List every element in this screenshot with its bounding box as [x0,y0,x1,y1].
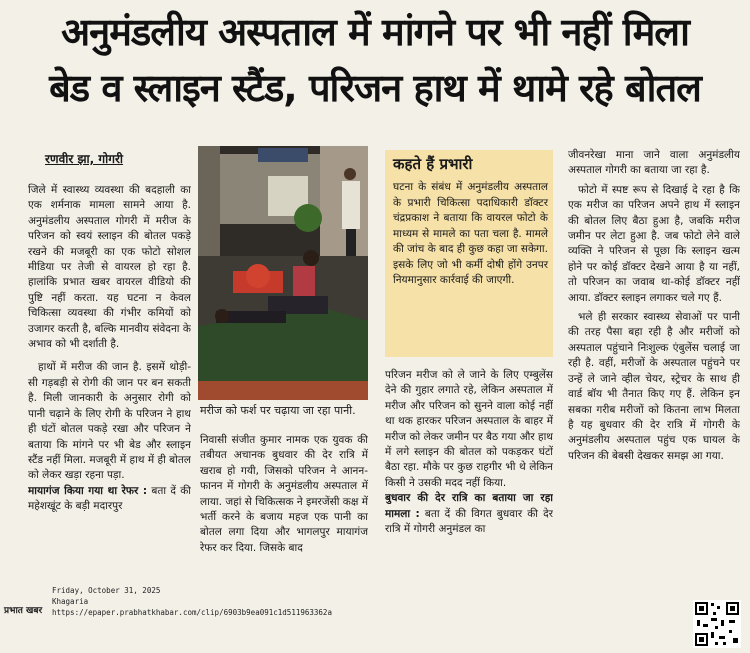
paragraph: जीवनरेखा माना जाने वाला अनुमंडलीय अस्पताल गोगरी का बताया जा रहा है. [568,149,740,177]
clip-date: Friday, October 31, 2025 [52,586,161,595]
article-column-1 [28,183,191,583]
paragraph [28,484,191,515]
article-column-4 [568,148,740,588]
headline-line-2: बेड व स्लाइन स्टैंड, परिजन हाथ में थामे रहे बोतल [49,66,701,110]
subheading: बुधवार की देर रात्रि का बताया जा रहा मामला : [385,492,553,520]
paragraph [385,491,553,537]
photo-caption: मरीज को फर्श पर चढ़ाया जा रहा पानी. [200,404,356,417]
headline-line-1: अनुमंडलीय अस्पताल में मांगने पर भी नहीं मिला [61,10,689,54]
paragraph: फोटो में स्पष्ट रूप से दिखाई दे रहा है कि एक मरीज का परिजन अपने हाथ में स्लाइन की बोतल लिए बैठा हुआ है, जबकि मरीज जमीन पर लेटा हुआ है. जब फोटो लेने वाले व्यक्ति ने परिजन से पूछा कि स्लाइन खत्म होने पर कोई डॉक्टर देखने आया है या नहीं, तो परिजन का जवाब था-कोई डॉक्टर नहीं आया. डॉक्टर स्लाइन लगाकर चले गए हैं. [568,183,740,304]
clip-place: Khagaria [52,597,89,606]
byline: रणवीर झा, गोगरी [45,152,124,166]
news-photo [198,146,368,400]
officer-statement-box [385,150,553,357]
photo-illustration [198,146,368,400]
paragraph-text: बता दें की महेशखूंट के बड़ी मदारपुर [28,484,191,513]
box-text: घटना के संबंध में अनुमंडलीय अस्पताल के प्रभारी चिकित्सा पदाधिकारी डॉक्टर चंद्रप्रकाश ने बताया कि वायरल फोटो के माध्यम से मामले का पता चला है. मामले की जांच के बाद ही कुछ कहा जा सकेगा. इसके लिए जो भी कर्मी दोषी होंगे उनपर नियमानुसार कार्रवाई की जाएगी. [393,181,548,286]
paragraph: भले ही सरकार स्वास्थ्य सेवाओं पर पानी की तरह पैसा बहा रही है और मरीजों को अस्पताल पहुंचाने निःशुल्क एंबुलेंस चलाई जा रही है. वहीं, मरीजों के अस्पताल पहुंचने पर उन्हें ले जाने व्हील चेयर, स्ट्रेचर के साथ ही वार्ड बॉय भी तैनात किए गए हैं. लेकिन इन सबका गरीब मरीजों को कितना लाभ मिलता है यह बुधवार की देर रात्रि में गोगरी के अनुमंडलीय अस्पताल पहुंच एक घायल के परिजन की बेबसी देखकर समझ आ गया. [568,311,740,462]
subheading: मायागंज किया गया था रेफर : [28,484,148,497]
paragraph: जिले में स्वास्थ्य व्यवस्था की बदहाली का एक शर्मनाक मामला सामने आया है. अनुमंडलीय अस्पताल गोगरी में मरीज के परिजन को स्वयं स्लाइन की बोतल पकड़े रखने की मजबूरी का एक फोटो सोशल मीडिया पर तेजी से वायरल हो रहा है. हालांकि प्रभात खबर वायरल वीडियो की पुष्टि नहीं करता. यह घटना न केवल चिकित्सा व्यवस्था की गंभीर कमियों को उजागर करती है, बल्कि मानवीय संवेदना के अभाव को भी दर्शाती है. [28,184,191,351]
qr-code-icon[interactable] [693,600,741,648]
paragraph: हाथों में मरीज की जान है. इसमें थोड़ी-सी गड़बड़ी से रोगी की जान पर बन सकती है. मिली जानकारी के अनुसार रोगी को पानी चढ़ाने के लिए रोगी के परिजन ने हाथ ही घंटों बोतल पकड़े रखा और परिजन ने बताया कि मांगने पर भी बेड और स्लाइन स्टैंड नहीं मिला. मजबूरी में हाथ में ही बोतल को लेकर खड़ा रहना पड़ा. [28,361,191,482]
article-column-3 [385,368,553,583]
paragraph: निवासी संजीत कुमार नामक एक युवक की तबीयत अचानक बुधवार की देर रात्रि में खराब हो गयी, जिसको परिजन ने आनन-फानन में गोगरी के अनुमंडलीय अस्पताल में लाया. जहां से चिकित्सक ने इमरजेंसी कक्ष में भर्ती करने के बजाय महज एक पानी का बोतल लगा दिया और भागलपुर मायागंज रेफर कर दिया. जिसके बाद [200,434,368,554]
paragraph-text: बता दें की विगत बुधवार की देर रात्रि में गोगरी अनुमंडल का [385,507,553,536]
paragraph: परिजन मरीज को ले जाने के लिए एम्बुलेंस देने की गुहार लगाते रहे, लेकिन अस्पताल में मरीज और परिजन को सुनने वाला कोई नहीं था थक हारकर परिजन अस्पताल के बाहर में मरीज को लेकर जमीन पर बैठ गया और हाथ में लगे स्लाइन की बोतल को पकड़कर घंटों बैठा रहा. मौके पर कुछ राहगीर भी थे लेकिन किसी ने उसकी मदद नहीं किया. [385,369,553,489]
clip-url[interactable]: https://epaper.prabhatkhabar.com/clip/6903b9ea091c1d511963362a [52,608,332,617]
article-column-2 [200,433,368,583]
clip-meta [52,585,332,618]
publication-logo: प्रभात खबर [4,606,43,616]
box-heading: कहते हैं प्रभारी [393,155,473,173]
